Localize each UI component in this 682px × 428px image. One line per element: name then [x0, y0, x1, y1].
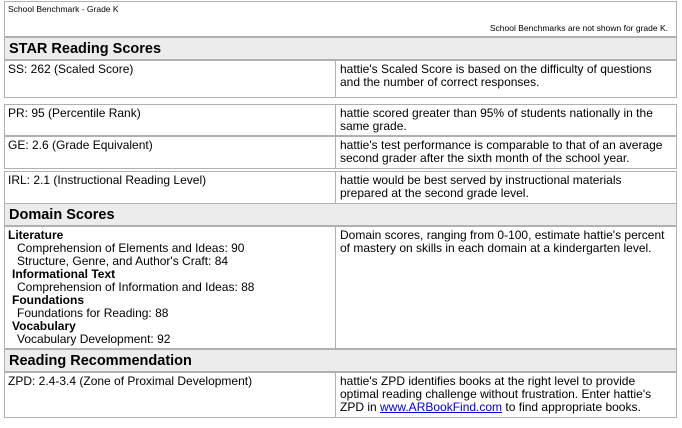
domain-description: Domain scores, ranging from 0-100, estimate hattie's percent of mastery on skills in each domain at a kindergarten level.: [340, 228, 665, 255]
pr-description: hattie scored greater than 95% of students nationally in the same grade.: [340, 106, 653, 133]
star-row-ge: [4, 136, 677, 169]
category-informational-text: Informational Text: [12, 267, 116, 281]
zpd-desc-after: to find appropriate books.: [502, 400, 641, 414]
arbookfind-link[interactable]: www.ARBookFind.com: [380, 400, 503, 414]
domain-list: [5, 227, 336, 348]
star-row-ss: [4, 60, 677, 98]
domain-scores-row: [4, 226, 677, 349]
irl-description: hattie would be best served by instructional materials prepared at the second grade level.: [340, 173, 622, 200]
zpd-description: [336, 373, 676, 417]
zpd-desc-before: hattie's ZPD identifies books at the right level to provide optimal reading challenge without frustration. Enter hattie's ZPD in: [340, 374, 652, 414]
zpd-label: ZPD: 2.4-3.4 (Zone of Proximal Development): [5, 373, 336, 417]
star-row-irl: [4, 171, 677, 204]
domain-item: Vocabulary Development: 92: [17, 332, 171, 346]
school-benchmark-box: [4, 1, 677, 37]
benchmark-title: School Benchmark - Grade K: [8, 4, 119, 14]
category-foundations: Foundations: [12, 293, 84, 307]
domain-item: Foundations for Reading: 88: [17, 306, 169, 320]
star-row-pr: [4, 104, 677, 136]
domain-item: Comprehension of Elements and Ideas: 90: [17, 241, 245, 255]
benchmark-note: School Benchmarks are not shown for grade K.: [489, 23, 668, 33]
domain-item: Comprehension of Information and Ideas: 88: [17, 280, 255, 294]
category-literature: Literature: [8, 228, 64, 242]
category-vocabulary: Vocabulary: [12, 319, 76, 333]
ge-description: hattie's test performance is comparable to that of an average second grader after the sixth month of the school year.: [340, 138, 663, 165]
ss-label: SS: 262 (Scaled Score): [5, 61, 336, 97]
domain-scores-heading: Domain Scores: [4, 203, 677, 226]
pr-label: PR: 95 (Percentile Rank): [5, 105, 336, 135]
domain-item: Structure, Genre, and Author's Craft: 84: [17, 254, 229, 268]
zpd-row: [4, 372, 677, 418]
ss-description: hattie's Scaled Score is based on the difficulty of questions and the number of correct responses.: [340, 62, 652, 89]
irl-label: IRL: 2.1 (Instructional Reading Level): [5, 172, 336, 203]
reading-recommendation-heading: Reading Recommendation: [4, 349, 677, 372]
ge-label: GE: 2.6 (Grade Equivalent): [5, 137, 336, 168]
star-reading-heading: STAR Reading Scores: [4, 37, 677, 60]
